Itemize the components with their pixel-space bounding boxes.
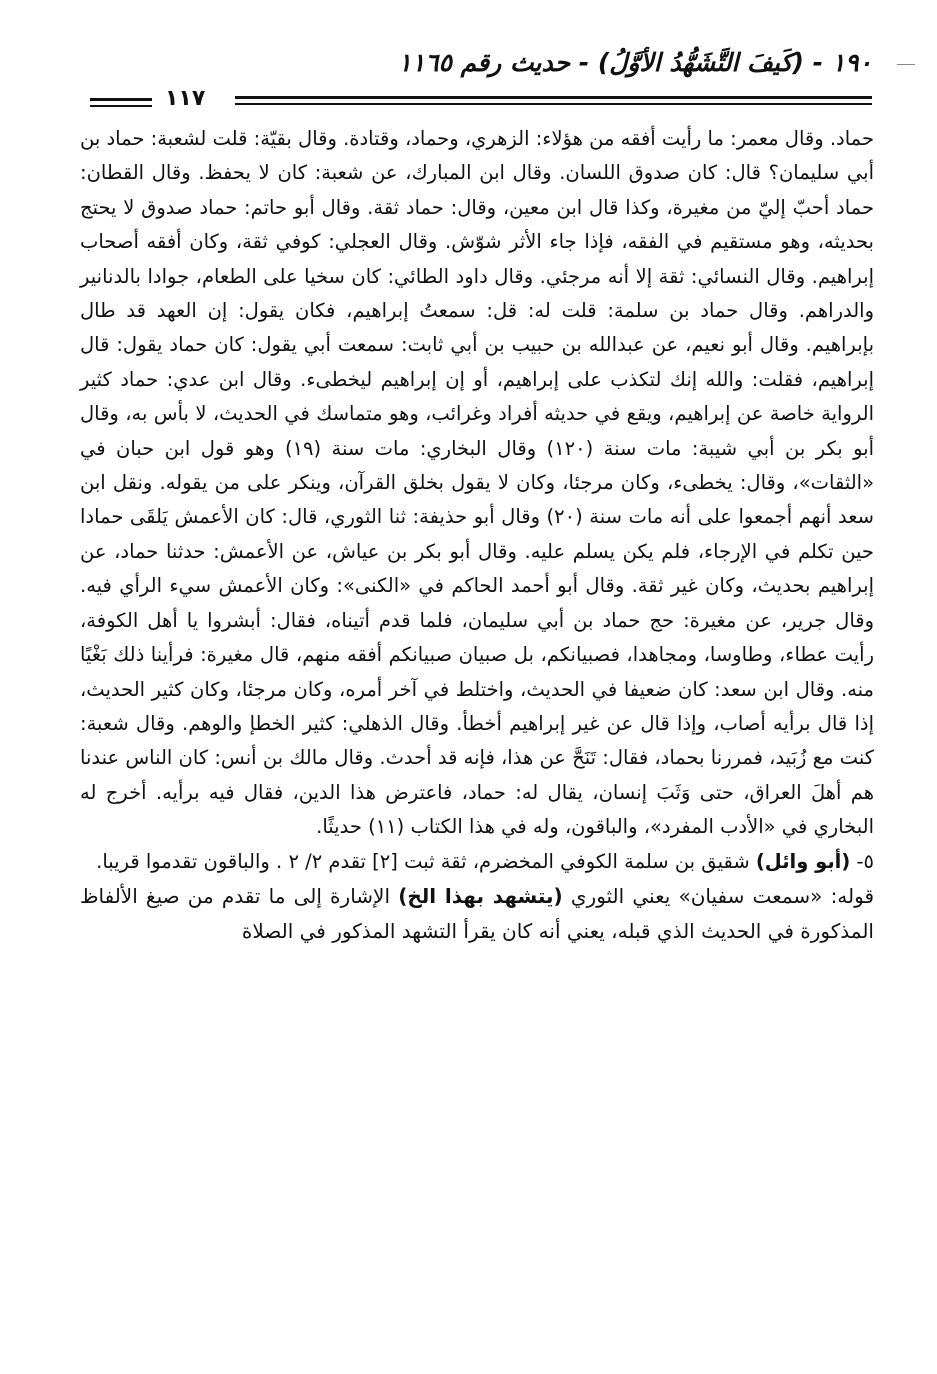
comment-lead: قوله: «سمعت سفيان» يعني الثوري xyxy=(570,883,875,908)
narrator-item-5 xyxy=(80,845,874,879)
main-paragraph: حماد. وقال معمر: ما رأيت أفقه من هؤلاء: الزهري، وحماد، وقتادة. وقال بقيّة: قلت لشعبة: حماد بن أبي سليمان؟ قال: كان صدوق اللسان. وقال ابن المبارك، عن شعبة: كان لا يحفظ. وقال القطان: حماد أحبّ إليّ من مغيرة، وكذا قال ابن معين، وقال: حماد ثقة. وقال أبو حاتم: حماد صدوق لا يحتج بحديثه، وهو مستقيم في الفقه، فإذا جاء الأثر شوّش. وقال العجلي: كوفي ثقة، وكان أفقه أصحاب إبراهيم. وقال النسائي: ثقة إلا أنه مرجئي. وقال داود الطائي: كان سخيا على الطعام، جوادا بالدنانير والدراهم. وقال حماد بن سلمة: قلت له: قل: سمعتُ إبراهيم، فكان يقول: إن العهد قد طال بإبراهيم. وقال أبو نعيم، عن عبدالله بن حبيب بن أبي ثابت: سمعت أبي يقول: كان حماد يقول: قال إبراهيم، فقلت: والله إنك لتكذب على إبراهيم، أو إن إبراهيم ليخطىء. وقال ابن عدي: حماد كثير الرواية خاصة عن إبراهيم، ويقع في حديثه أفراد وغرائب، وهو متماسك في الحديث، لا بأس به، وقال أبو بكر بن أبي شيبة: مات سنة (١٢٠) وقال البخاري: مات سنة (١٩) وهو قول ابن حبان في «الثقات»، وقال: يخطىء، وكان مرجئا، وكان لا يقول بخلق القرآن، وينكر على من يقوله. ونقل ابن سعد أنهم أجمعوا على أنه مات سنة (٢٠) وقال أبو حذيفة: ثنا الثوري، قال: كان الأعمش يَلقَى حمادا حين تكلم في الإرجاء، فلم يكن يسلم عليه. وقال أبو بكر بن عياش، عن الأعمش: حدثنا حماد، عن إبراهيم بحديث، وكان غير ثقة. وقال أبو أحمد الحاكم في «الكنى»: وكان الأعمش سيء الرأي فيه. وقال جرير، عن مغيرة: حج حماد بن أبي سليمان، فلما قدم أتيناه، فقال: أبشروا يا أهل الكوفة، رأيت عطاء، وطاوسا، ومجاهدا، فصبيانكم، بل صبيان صبيانكم أفقه منهم، قال مغيرة: فرأينا ذلك بَغْيًا منه. وقال ابن سعد: كان ضعيفا في الحديث، واختلط في آخر أمره، وكان مرجئا، وكان كثير الحديث، إذا قال برأيه أصاب، وإذا قال عن غير إبراهيم أخطأ. وقال الذهلي: كثير الخطإ والوهم. وقال شعبة: كنت مع زُبَيد، فمررنا بحماد، فقال: تَنَحَّ عن هذا، فإنه قد أحدث. وقال مالك بن أنس: كان الناس عندنا هم أهلَ العراق، حتى وَثَبَ إنسان، يقال له: حماد، فاعترض هذا الدين، فقال فيه برأيه. أخرج له البخاري في «الأدب المفرد»، والباقون، وله في هذا الكتاب (١١) حديثًا. xyxy=(80,127,875,839)
header-rule-long xyxy=(235,96,872,105)
corner-mark xyxy=(897,64,915,65)
page-body xyxy=(80,122,874,949)
header-title: ١٩٠ - (كَيفَ التَّشَهُّدُ الأوَّلُ) - حديث رقم ١١٦٥ xyxy=(398,48,872,77)
item-name: (أبو وائل) xyxy=(755,849,851,873)
item-text: شقيق بن سلمة الكوفي المخضرم، ثقة ثبت [٢] تقدم ٢/ ٢ . والباقون تقدموا قريبا. xyxy=(96,849,750,873)
comment-rest: الإشارة إلى ما تقدم من صيغ الألفاظ المذكورة في الحديث الذي قبله، يعني أنه كان يقرأ التشهد المذكور في الصلاة xyxy=(80,883,874,943)
running-header xyxy=(80,48,872,111)
header-rule-short xyxy=(90,98,152,107)
item-number: ٥- xyxy=(856,849,874,873)
commentary-paragraph xyxy=(80,879,874,949)
comment-bold: (يتشهد بهذا الخ) xyxy=(398,883,563,908)
page-number: ١١٧ xyxy=(165,86,206,111)
